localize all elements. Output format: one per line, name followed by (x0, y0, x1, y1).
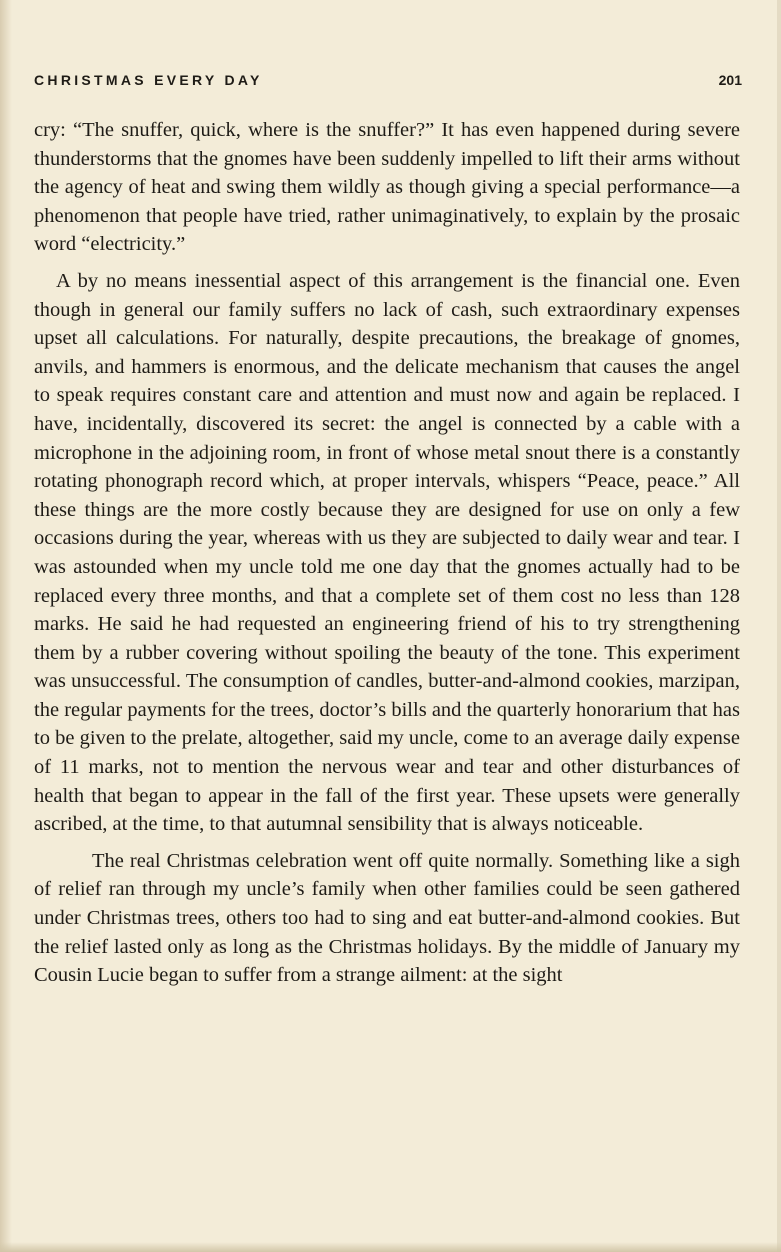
running-title: CHRISTMAS EVERY DAY (34, 72, 263, 88)
page-shadow-bottom (0, 1242, 781, 1252)
page-edge-right (777, 0, 781, 1252)
body-text (34, 116, 740, 990)
paragraph-2: A by no means inessential aspect of this arrangement is the financial one. Even though in general our family suffers no lack of cash, such extraordinary expenses upset all calculations. For naturally, despite precautions, the breakage of gnomes, anvils, and hammers is enormous, and the delicate mechanism that causes the angel to speak requires constant care and attention and must now and again be replaced. I have, incidentally, discovered its secret: the angel is connected by a cable with a microphone in the adjoining room, in front of whose metal snout there is a constantly rotating phonograph record which, at proper intervals, whispers “Peace, peace.” All these things are the more costly because they are designed for use on only a few occasions during the year, whereas with us they are subjected to daily wear and tear. I was astounded when my uncle told me one day that the gnomes actually had to be replaced every three months, and that a complete set of them cost no less than 128 marks. He said he had requested an engineering friend of his to try strengthening them by a rubber covering without spoiling the beauty of the tone. This experiment was unsuccessful. The consumption of candles, butter-and-almond cookies, marzipan, the regular payments for the trees, doctor’s bills and the quarterly honorarium that has to be given to the prelate, altogether, said my uncle, come to an average daily expense of 11 marks, not to mention the nervous wear and tear and other disturbances of health that began to appear in the fall of the first year. These upsets were generally ascribed, at the time, to that autumnal sensibility that is always noticeable. (34, 269, 740, 836)
page-shadow-left (0, 0, 12, 1252)
paragraph-3: The real Christmas celebration went off quite normally. Something like a sigh of relief ran through my uncle’s family when other families could be seen gathered under Christmas trees, others too had to sing and eat butter-and-almond cookies. But the relief lasted only as long as the Christmas holidays. By the middle of January my Cousin Lucie began to suffer from a strange ailment: at the sight (34, 849, 740, 987)
paragraph-1: cry: “The snuffer, quick, where is the snuffer?” It has even happened during severe thunderstorms that the gnomes have been suddenly impelled to lift their arms without the agency of heat and swing them wildly as though giving a special performance—a phenomenon that people have tried, rather unimaginatively, to explain by the prosaic word “electricity.” (34, 119, 740, 256)
page-number: 201 (718, 72, 742, 88)
running-head (34, 72, 742, 92)
